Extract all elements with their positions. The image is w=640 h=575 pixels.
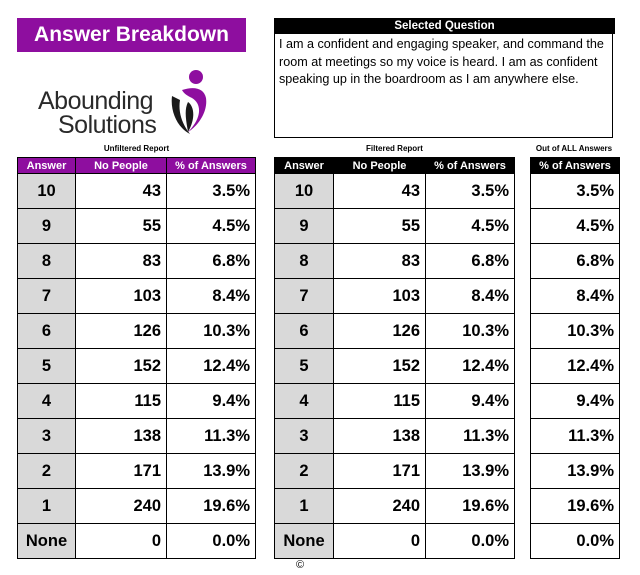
col-answer: Answer xyxy=(18,158,76,174)
pct-cell: 8.4% xyxy=(426,279,515,314)
answer-cell: 3 xyxy=(275,419,334,454)
pct-cell: 9.4% xyxy=(531,384,620,419)
table-row xyxy=(18,419,256,454)
table-row xyxy=(275,384,515,419)
pct-cell: 10.3% xyxy=(167,314,256,349)
col-answer: Answer xyxy=(275,158,334,174)
pct-cell: 4.5% xyxy=(167,209,256,244)
pct-cell: 12.4% xyxy=(426,349,515,384)
pct-cell: 3.5% xyxy=(426,174,515,209)
selected-question-header: Selected Question xyxy=(274,18,615,34)
pct-cell: 13.9% xyxy=(167,454,256,489)
people-cell: 55 xyxy=(76,209,167,244)
pct-cell: 10.3% xyxy=(531,314,620,349)
pct-cell: 8.4% xyxy=(531,279,620,314)
people-cell: 43 xyxy=(334,174,426,209)
unfiltered-table xyxy=(17,157,256,559)
answer-cell: 2 xyxy=(275,454,334,489)
answer-cell: None xyxy=(275,524,334,559)
answer-cell: None xyxy=(18,524,76,559)
pct-cell: 0.0% xyxy=(426,524,515,559)
col-pct: % of Answers xyxy=(426,158,515,174)
pct-cell: 19.6% xyxy=(531,489,620,524)
answer-cell: 10 xyxy=(275,174,334,209)
answer-cell: 8 xyxy=(18,244,76,279)
all-answers-table xyxy=(530,157,620,559)
people-cell: 55 xyxy=(334,209,426,244)
table-row xyxy=(531,524,620,559)
table-row xyxy=(275,349,515,384)
pct-cell: 13.9% xyxy=(531,454,620,489)
copyright: © xyxy=(296,559,305,571)
people-cell: 115 xyxy=(334,384,426,419)
table-row xyxy=(18,349,256,384)
table-row xyxy=(531,384,620,419)
table-row xyxy=(18,209,256,244)
col-pct: % of Answers xyxy=(167,158,256,174)
table-row xyxy=(275,524,515,559)
people-cell: 83 xyxy=(334,244,426,279)
pct-cell: 6.8% xyxy=(426,244,515,279)
col-people: No People xyxy=(334,158,426,174)
pct-cell: 12.4% xyxy=(167,349,256,384)
people-cell: 240 xyxy=(334,489,426,524)
pct-cell: 4.5% xyxy=(426,209,515,244)
pct-cell: 11.3% xyxy=(167,419,256,454)
answer-cell: 7 xyxy=(275,279,334,314)
pct-cell: 9.4% xyxy=(167,384,256,419)
people-cell: 103 xyxy=(334,279,426,314)
people-cell: 171 xyxy=(334,454,426,489)
pct-cell: 3.5% xyxy=(167,174,256,209)
table-row xyxy=(275,174,515,209)
pct-cell: 19.6% xyxy=(167,489,256,524)
table-row xyxy=(531,419,620,454)
table-row xyxy=(18,314,256,349)
table-row xyxy=(18,384,256,419)
table-row xyxy=(275,454,515,489)
page-title: Answer Breakdown xyxy=(17,18,246,52)
answer-cell: 4 xyxy=(18,384,76,419)
pct-cell: 9.4% xyxy=(426,384,515,419)
table-row xyxy=(275,419,515,454)
pct-cell: 11.3% xyxy=(531,419,620,454)
col-people: No People xyxy=(76,158,167,174)
col-pct: % of Answers xyxy=(531,158,620,174)
table-row xyxy=(18,244,256,279)
people-cell: 152 xyxy=(76,349,167,384)
people-cell: 152 xyxy=(334,349,426,384)
table-row xyxy=(275,279,515,314)
answer-cell: 5 xyxy=(275,349,334,384)
answer-cell: 5 xyxy=(18,349,76,384)
table-row xyxy=(531,174,620,209)
people-cell: 126 xyxy=(334,314,426,349)
people-cell: 43 xyxy=(76,174,167,209)
pct-cell: 0.0% xyxy=(167,524,256,559)
people-cell: 115 xyxy=(76,384,167,419)
pct-cell: 19.6% xyxy=(426,489,515,524)
logo-word-2: Solutions xyxy=(58,111,157,139)
answer-cell: 1 xyxy=(18,489,76,524)
table-row xyxy=(275,489,515,524)
people-cell: 103 xyxy=(76,279,167,314)
answer-cell: 7 xyxy=(18,279,76,314)
answer-cell: 6 xyxy=(275,314,334,349)
answer-cell: 3 xyxy=(18,419,76,454)
people-cell: 240 xyxy=(76,489,167,524)
table-row xyxy=(275,314,515,349)
answer-cell: 10 xyxy=(18,174,76,209)
selected-question-text: I am a confident and engaging speaker, and command the room at meetings so my voice is heard. I am as confident speaking up in the boardroom as I am anywhere else. xyxy=(274,34,613,138)
filtered-table xyxy=(274,157,515,559)
table-row xyxy=(531,454,620,489)
table-row xyxy=(18,489,256,524)
pct-cell: 4.5% xyxy=(531,209,620,244)
table-row xyxy=(18,524,256,559)
table-row xyxy=(275,244,515,279)
answer-cell: 1 xyxy=(275,489,334,524)
table-row xyxy=(275,209,515,244)
people-cell: 0 xyxy=(334,524,426,559)
table-row xyxy=(531,279,620,314)
table-row xyxy=(18,279,256,314)
people-cell: 171 xyxy=(76,454,167,489)
pct-cell: 6.8% xyxy=(531,244,620,279)
pct-cell: 13.9% xyxy=(426,454,515,489)
pct-cell: 6.8% xyxy=(167,244,256,279)
answer-cell: 8 xyxy=(275,244,334,279)
company-logo xyxy=(38,68,228,138)
answer-cell: 4 xyxy=(275,384,334,419)
answer-cell: 2 xyxy=(18,454,76,489)
people-cell: 0 xyxy=(76,524,167,559)
table-row xyxy=(531,314,620,349)
answer-cell: 9 xyxy=(18,209,76,244)
people-cell: 138 xyxy=(76,419,167,454)
people-cell: 126 xyxy=(76,314,167,349)
table-row xyxy=(531,209,620,244)
table-row xyxy=(18,454,256,489)
people-cell: 138 xyxy=(334,419,426,454)
table-row xyxy=(18,174,256,209)
answer-cell: 6 xyxy=(18,314,76,349)
people-cell: 83 xyxy=(76,244,167,279)
caption-filtered: Filtered Report xyxy=(366,144,423,153)
caption-unfiltered: Unfiltered Report xyxy=(103,144,170,153)
caption-all: Out of ALL Answers xyxy=(535,144,613,153)
pct-cell: 10.3% xyxy=(426,314,515,349)
pct-cell: 8.4% xyxy=(167,279,256,314)
logo-figure-icon xyxy=(168,68,218,136)
table-row xyxy=(531,349,620,384)
table-row xyxy=(531,489,620,524)
answer-cell: 9 xyxy=(275,209,334,244)
pct-cell: 11.3% xyxy=(426,419,515,454)
pct-cell: 3.5% xyxy=(531,174,620,209)
pct-cell: 0.0% xyxy=(531,524,620,559)
table-row xyxy=(531,244,620,279)
logo-word-1: Abounding xyxy=(38,87,154,115)
pct-cell: 12.4% xyxy=(531,349,620,384)
